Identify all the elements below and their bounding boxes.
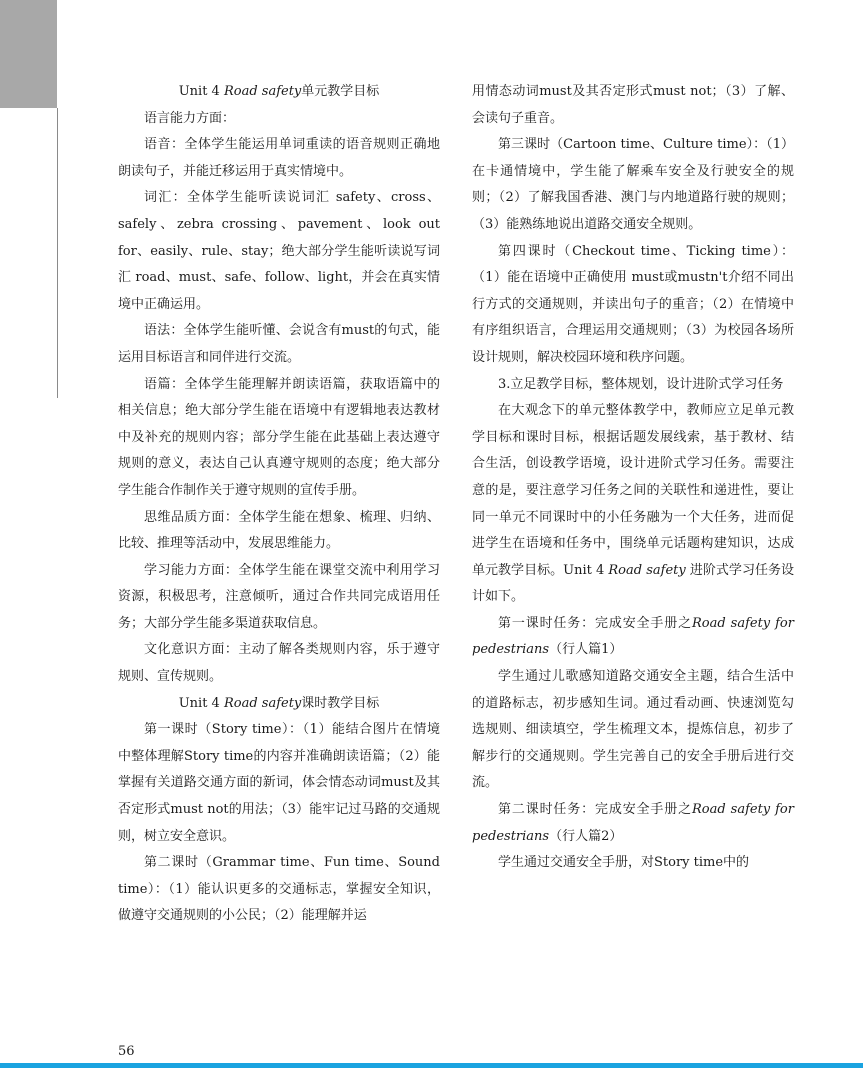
lesson1-paragraph: 第一课时（Story time）：（1）能结合图片在情境中整体理解Story time的内容并准确朗读语篇；（2）能掌握有关道路交通方面的新词，体会情态动词must及其否定形式must not的用法；（3）能牢记过马路的交通规则，树立安全意识。 (118, 722, 440, 844)
vocabulary-paragraph: 词汇：全体学生能听读说词汇 safety、cross、safely、zebra crossing、pavement、look out for、easily、rule、stay；绝大部分学生能听读说写词汇 road、must、safe、follow、light，并会在真实情境中正确运用。 (118, 190, 440, 312)
right-column (472, 79, 794, 877)
lesson2-paragraph-start: 第二课时（Grammar time、Fun time、Sound time）：（1）能认识更多的交通标志，掌握安全知识，做遵守交通规则的小公民；（2）能理解并运 (118, 855, 440, 924)
bottom-accent-bar (0, 1063, 863, 1068)
language-ability-heading: 语言能力方面： (144, 110, 236, 126)
lesson2-paragraph-end: 用情态动词must及其否定形式must not；（3）了解、会读句子重音。 (472, 84, 794, 126)
left-column (118, 79, 440, 930)
lesson3-paragraph: 第三课时（Cartoon time、Culture time）：（1）在卡通情境中，学生能了解乘车安全及行驶安全的规则；（2）了解我国香港、澳门与内地道路行驶的规则；（3）能熟练地说出道路交通安全规则。 (472, 137, 794, 232)
cultural-awareness-paragraph: 文化意识方面：主动了解各类规则内容，乐于遵守规则、宣传规则。 (118, 642, 440, 685)
margin-rule (57, 108, 58, 398)
thinking-quality-paragraph: 思维品质方面：全体学生能在想象、梳理、归纳、比较、推理等活动中，发展思维能力。 (118, 509, 440, 552)
task1-heading: 第一课时任务：完成安全手册之Road safety for pedestrians（行人篇1） (472, 615, 794, 658)
section3-body: 在大观念下的单元整体教学中，教师应立足单元教学目标和课时目标，根据话题发展线索，基于教材、结合生活，创设教学语境，设计进阶式学习任务。需要注意的是，要注意学习任务之间的关联性和递进性，要让同一单元不同课时中的小任务融为一个大任务，进而促进学生在语境和任务中，围绕单元话题构建知识，达成单元教学目标。Unit 4 Road safety 进阶式学习任务设计如下。 (472, 403, 794, 605)
learning-ability-paragraph: 学习能力方面：全体学生能在课堂交流中利用学习资源，积极思考，注意倾听，通过合作共同完成语用任务；大部分学生能多渠道获取信息。 (118, 562, 440, 631)
grammar-paragraph: 语法：全体学生能听懂、会说含有must的句式，能运用目标语言和同伴进行交流。 (118, 323, 440, 365)
page-corner-tab (0, 0, 57, 108)
lesson4-paragraph: 第四课时（Checkout time、Ticking time）：（1）能在语境中正确使用 must或mustn't介绍不同出行方式的交通规则，并读出句子的重音；（2）在情境中有序组织语言，合理运用交通规则；（3）为校园各场所设计规则，解决校园环境和秩序问题。 (472, 243, 794, 365)
task1-body: 学生通过儿歌感知道路交通安全主题，结合生活中的道路标志，初步感知生词。通过看动画、快速浏览勾选规则、细读填空，学生梳理文本，提炼信息，初步了解步行的交通规则。学生完善自己的安全手册后进行交流。 (472, 669, 794, 791)
lesson-goals-title: Unit 4 Road safety课时教学目标 (178, 695, 380, 711)
phonetics-paragraph: 语音：全体学生能运用单词重读的语音规则正确地朗读句子，并能迁移运用于真实情境中。 (118, 137, 440, 179)
section3-heading: 3.立足教学目标，整体规划，设计进阶式学习任务 (498, 376, 784, 392)
task2-heading: 第二课时任务：完成安全手册之Road safety for pedestrians（行人篇2） (472, 802, 794, 844)
task2-body: 学生通过交通安全手册，对Story time中的 (498, 855, 750, 871)
page-number: 56 (118, 1044, 135, 1059)
discourse-paragraph: 语篇：全体学生能理解并朗读语篇，获取语篇中的相关信息；绝大部分学生能在语境中有逻辑地表达教材中及补充的规则内容；部分学生能在此基础上表达遵守规则的意义，表达自己认真遵守规则的态度；绝大部分学生能合作制作关于遵守规则的宣传手册。 (118, 376, 440, 498)
unit-goals-title: Unit 4 Road safety单元教学目标 (178, 84, 380, 99)
